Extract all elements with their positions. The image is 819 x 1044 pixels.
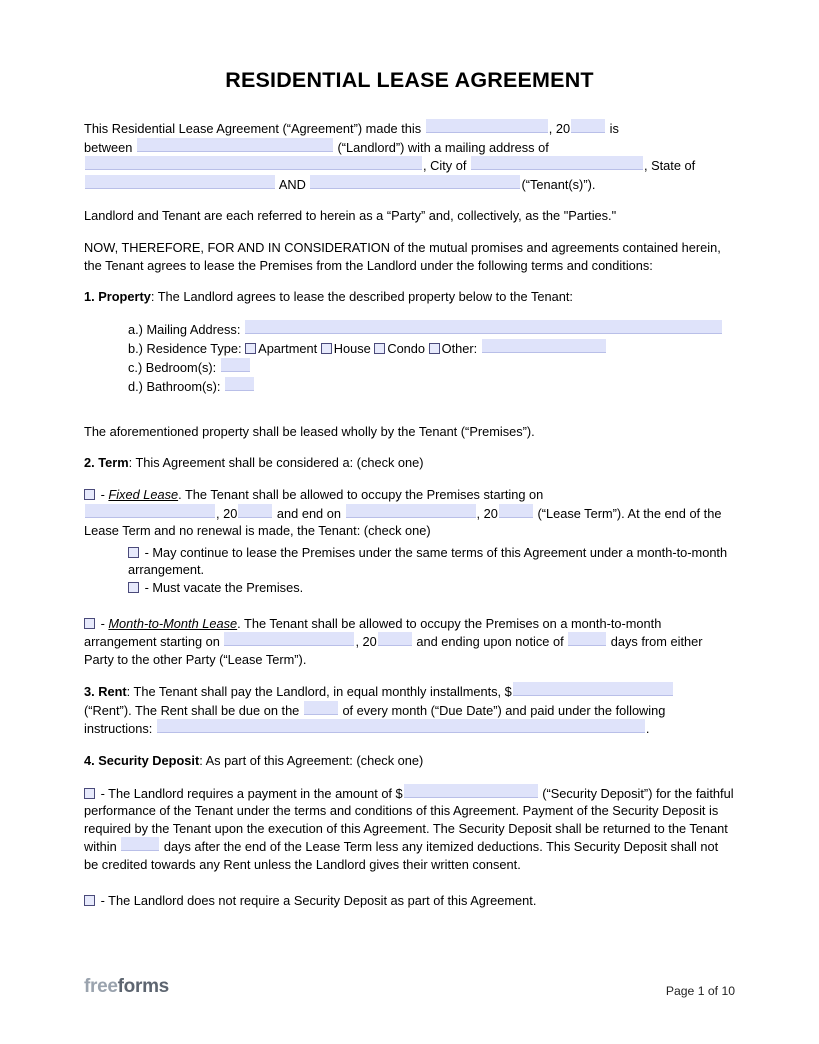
checkbox-month-to-month-lease[interactable] <box>84 618 95 629</box>
checkbox-security-deposit-required[interactable] <box>84 788 95 799</box>
rent-text4: . <box>645 721 650 737</box>
list-item <box>128 320 735 339</box>
intro-line1-tail: is <box>609 121 619 136</box>
parties-paragraph: Landlord and Tenant are each referred to herein as a “Party” and, collectively, as the "Parties." <box>84 208 617 224</box>
fixed-lease-dash: - <box>100 486 105 502</box>
residence-other-blank[interactable] <box>482 339 606 353</box>
property-item-list <box>128 320 735 396</box>
item-a-marker: a.) <box>128 321 143 337</box>
section-1-heading-text: : The Landlord agrees to lease the described property below to the Tenant: <box>150 289 573 305</box>
section-2-heading-text: : This Agreement shall be considered a: (check one) <box>128 455 424 471</box>
spacer <box>84 396 735 405</box>
checkbox-no-security-deposit[interactable] <box>84 895 95 906</box>
security-deposit-option-1 <box>84 784 735 874</box>
option-apartment-label: Apartment <box>258 340 318 356</box>
section-1-heading <box>84 288 735 306</box>
intro-and-text: AND <box>278 176 306 192</box>
intro-paragraph <box>84 119 735 193</box>
suboption-continue-text: - May continue to lease the Premises under the same terms of this Agreement under a month-to-month arrangement. <box>128 544 728 578</box>
mtm-text2: , 20 <box>355 634 377 650</box>
rent-text2: (“Rent”). The Rent shall be due on the <box>84 702 300 718</box>
date-day-blank[interactable] <box>426 119 548 133</box>
mtm-text4: days from either Party to the other Party (“Lease Term”). <box>84 634 703 667</box>
fixed-lease-text3: and end on <box>276 505 341 521</box>
rent-text3: of every month (“Due Date”) and paid under the following instructions: <box>84 702 666 737</box>
landlord-address-blank[interactable] <box>85 156 422 170</box>
rent-instructions-blank[interactable] <box>157 719 645 733</box>
intro-line1-year-text: , 20 <box>548 121 571 136</box>
item-c-label: Bedroom(s): <box>145 359 217 375</box>
item-b-marker: b.) <box>128 340 143 356</box>
month-to-month-option <box>84 615 735 669</box>
section-4-number: 4. Security Deposit <box>84 753 200 769</box>
consideration-paragraph: NOW, THEREFORE, FOR AND IN CONSIDERATION of the mutual promises and agreements contained herein, the Tenant agrees to lease the Premises from the Landlord under the following terms and conditions: <box>84 239 721 273</box>
fixed-end-date-blank[interactable] <box>346 504 476 518</box>
rent-amount-blank[interactable] <box>513 682 673 696</box>
tenant-name-blank[interactable] <box>310 175 520 189</box>
section-3-rent <box>84 682 735 738</box>
intro-landlord-text: (“Landlord”) with a mailing address of <box>337 139 549 155</box>
intro-line1-text: This Residential Lease Agreement (“Agreement”) made this <box>84 121 422 136</box>
date-year-blank[interactable] <box>571 119 605 133</box>
page-title: RESIDENTIAL LEASE AGREEMENT <box>225 68 594 92</box>
fixed-lease-text4: , 20 <box>476 505 498 521</box>
fixed-lease-text1: . The Tenant shall be allowed to occupy the Premises starting on <box>178 486 544 502</box>
property-closing-paragraph: The aforementioned property shall be leased wholly by the Tenant (“Premises”). <box>84 423 535 439</box>
mtm-dash: - <box>100 615 105 631</box>
checkbox-must-vacate[interactable] <box>128 582 139 593</box>
suboption-continue <box>128 544 735 579</box>
section-2-number: 2. Term <box>84 455 129 471</box>
intro-city-text: , City of <box>423 158 467 174</box>
fixed-lease-text2: , 20 <box>216 505 238 521</box>
section-1-number: 1. Property <box>84 289 151 305</box>
item-d-marker: d.) <box>128 378 143 394</box>
checkbox-fixed-lease[interactable] <box>84 489 95 500</box>
item-b-label: Residence Type: <box>146 340 242 356</box>
mtm-text3: and ending upon notice of <box>416 634 564 650</box>
intro-state-text: , State of <box>643 158 696 174</box>
section-3-number: 3. Rent <box>84 684 127 700</box>
option-house-label: House <box>333 340 371 356</box>
checkbox-other[interactable] <box>429 343 440 354</box>
fixed-start-date-blank[interactable] <box>85 504 215 518</box>
option-other-label: Other: <box>441 340 478 356</box>
month-to-month-label: Month-to-Month Lease <box>108 615 238 631</box>
mailing-address-blank[interactable] <box>245 320 722 334</box>
landlord-state-blank[interactable] <box>85 175 275 189</box>
page-number: Page 1 of 10 <box>665 984 735 998</box>
deposit-option1-text-c: days after the end of the Lease Term less any itemized deductions. This Security Deposit shall not be credited towards any Rent unless the Landlord gives their written consent. <box>84 839 719 873</box>
mtm-notice-days-blank[interactable] <box>568 632 606 646</box>
checkbox-house[interactable] <box>321 343 332 354</box>
checkbox-condo[interactable] <box>374 343 385 354</box>
item-d-label: Bathroom(s): <box>146 378 221 394</box>
suboption-vacate <box>128 579 735 597</box>
intro-tenant-text: (“Tenant(s)”). <box>521 176 596 192</box>
list-item <box>128 339 735 358</box>
fixed-start-year-blank[interactable] <box>238 504 272 518</box>
list-item <box>128 358 735 377</box>
security-deposit-amount-blank[interactable] <box>404 784 538 798</box>
logo-forms-text: forms <box>117 976 169 997</box>
bedrooms-blank[interactable] <box>221 358 250 372</box>
mtm-start-date-blank[interactable] <box>224 632 354 646</box>
landlord-city-blank[interactable] <box>471 156 643 170</box>
item-a-label: Mailing Address: <box>146 321 241 337</box>
deposit-option2-text: - The Landlord does not require a Security Deposit as part of this Agreement. <box>100 892 537 908</box>
bathrooms-blank[interactable] <box>225 377 254 391</box>
list-item <box>128 377 735 396</box>
section-2-heading <box>84 454 735 472</box>
intro-between-text: between <box>84 139 133 155</box>
suboption-vacate-text: - Must vacate the Premises. <box>144 579 304 595</box>
deposit-option1-text-b: (“Security Deposit”) for the faithful performance of the Tenant under the terms and conditions of this Agreement. Payment of the Security Deposit is required by the Tenant upon the execution of this Agreement. The Security Deposit shall be returned to the Tenant within <box>84 785 734 855</box>
section-4-heading <box>84 752 735 770</box>
freeforms-logo <box>84 976 169 998</box>
rent-due-date-blank[interactable] <box>304 701 338 715</box>
page-footer <box>84 976 735 998</box>
logo-free-text: free <box>84 976 118 997</box>
item-c-marker: c.) <box>128 359 143 375</box>
fixed-lease-text5: (“Lease Term”). At the end of the Lease Term and no renewal is made, the Tenant: (check one) <box>84 505 722 539</box>
landlord-name-blank[interactable] <box>137 138 333 152</box>
fixed-lease-label: Fixed Lease <box>108 486 179 502</box>
deposit-option1-text-a: - The Landlord requires a payment in the amount of $ <box>100 785 403 801</box>
rent-text1: : The Tenant shall pay the Landlord, in equal monthly installments, $ <box>126 684 512 700</box>
fixed-end-year-blank[interactable] <box>499 504 533 518</box>
fixed-lease-option <box>84 486 735 540</box>
security-deposit-return-days-blank[interactable] <box>121 837 159 851</box>
fixed-lease-suboptions <box>128 544 735 597</box>
section-4-heading-text: : As part of this Agreement: (check one) <box>199 753 424 769</box>
checkbox-month-to-month-continue[interactable] <box>128 547 139 558</box>
mtm-text1: . The Tenant shall be allowed to occupy the Premises on a month-to-month arrangement starting on <box>84 615 662 650</box>
checkbox-apartment[interactable] <box>245 343 256 354</box>
mtm-start-year-blank[interactable] <box>378 632 412 646</box>
option-condo-label: Condo <box>387 340 426 356</box>
security-deposit-option-2 <box>84 892 735 910</box>
